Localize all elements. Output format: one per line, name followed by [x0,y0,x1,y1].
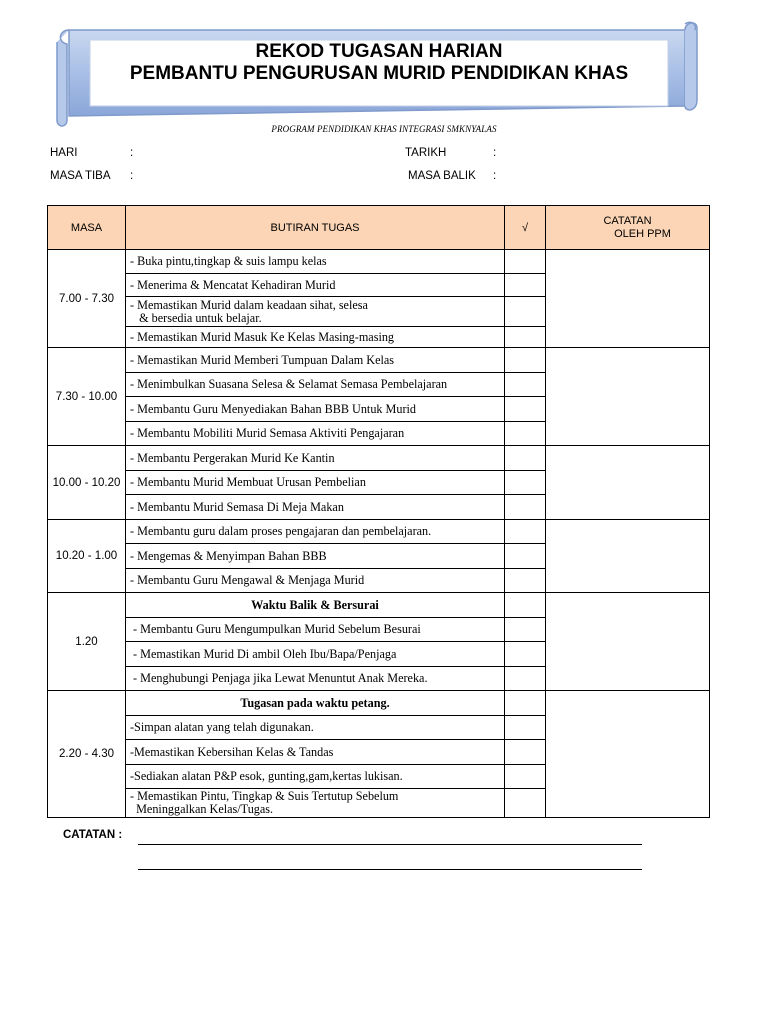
tarikh-label: TARIKH [405,147,447,159]
check-cell[interactable] [505,593,546,618]
check-cell[interactable] [505,667,546,691]
check-cell[interactable] [505,297,546,327]
check-cell[interactable] [505,373,546,397]
task-cell: - Membantu Guru Menyediakan Bahan BBB Untuk Murid [126,397,505,422]
task-cell: - Mengemas & Menyimpan Bahan BBB [126,544,505,569]
masa-balik-label: MASA BALIK [408,170,476,182]
check-cell[interactable] [505,789,546,818]
program-name: PROGRAM PENDIDIKAN KHAS INTEGRASI SMKNYALAS [271,124,497,134]
tarikh-colon: : [493,147,497,159]
header-butiran-tugas: BUTIRAN TUGAS [126,206,505,250]
check-cell[interactable] [505,520,546,544]
check-cell[interactable] [505,716,546,740]
header-catatan-line2: OLEH PPM [614,227,671,240]
masa-tiba-colon: : [130,170,134,182]
header-catatan-line1: CATATAN [603,214,652,227]
check-cell[interactable] [505,274,546,297]
table-header-row [48,206,710,250]
task-text: Meninggalkan Kelas/Tugas. [130,802,274,816]
task-cell: -Sediakan alatan P&P esok, gunting,gam,kertas lukisan. [126,765,505,789]
notes-label: CATATAN : [63,829,123,841]
task-cell: - Membantu Mobiliti Murid Semasa Aktiviti Pengajaran [126,422,505,446]
masa-tiba-label: MASA TIBA [50,170,111,182]
table-row [48,446,710,471]
table-row [48,348,710,373]
time-cell: 7.00 - 7.30 [48,250,126,348]
task-cell: - Memastikan Murid Masuk Ke Kelas Masing-masing [126,327,505,348]
task-cell: - Membantu Guru Mengawal & Menjaga Murid [126,569,505,593]
time-cell: 10.00 - 10.20 [48,446,126,520]
task-cell: - Memastikan Murid Di ambil Oleh Ibu/Bapa/Penjaga [126,642,505,667]
section-subheading: Waktu Balik & Bersurai [126,593,505,618]
hari-label: HARI [50,147,78,159]
time-cell: 10.20 - 1.00 [48,520,126,593]
masa-balik-colon: : [493,170,497,182]
section-subheading: Tugasan pada waktu petang. [126,691,505,716]
time-cell: 2.20 - 4.30 [48,691,126,818]
time-cell: 7.30 - 10.00 [48,348,126,446]
header-check: √ [505,206,546,250]
task-cell: - Menimbulkan Suasana Selesa & Selamat Semasa Pembelajaran [126,373,505,397]
title-line-2: PEMBANTU PENGURUSAN MURID PENDIDIKAN KHAS [129,63,629,84]
header-masa: MASA [48,206,126,250]
check-cell[interactable] [505,642,546,667]
check-cell[interactable] [505,544,546,569]
notes-line-1[interactable] [138,844,642,845]
check-cell[interactable] [505,691,546,716]
catatan-cell[interactable] [546,520,710,593]
header-catatan [546,206,710,250]
check-cell[interactable] [505,765,546,789]
catatan-cell[interactable] [546,446,710,520]
task-cell: - Membantu Pergerakan Murid Ke Kantin [126,446,505,471]
table-row [48,520,710,544]
task-cell: - Menghubungi Penjaga jika Lewat Menuntut Anak Mereka. [126,667,505,691]
catatan-cell[interactable] [546,348,710,446]
table-row [48,593,710,618]
task-cell: -Simpan alatan yang telah digunakan. [126,716,505,740]
time-cell: 1.20 [48,593,126,691]
notes-line-2[interactable] [138,869,642,870]
task-cell: - Memastikan Murid Memberi Tumpuan Dalam Kelas [126,348,505,373]
hari-colon: : [130,147,134,159]
task-text: & bersedia untuk belajar. [130,310,262,325]
check-cell[interactable] [505,422,546,446]
task-cell: - Membantu Guru Mengumpulkan Murid Sebelum Besurai [126,618,505,642]
task-text: - Memastikan Murid dalam keadaan sihat, selesa [130,297,368,312]
check-cell[interactable] [505,495,546,520]
task-cell: - Menerima & Mencatat Kehadiran Murid [126,274,505,297]
table-row [48,691,710,716]
check-cell[interactable] [505,471,546,495]
check-cell[interactable] [505,740,546,765]
check-cell[interactable] [505,446,546,471]
check-cell[interactable] [505,569,546,593]
task-cell: - Membantu Murid Semasa Di Meja Makan [126,495,505,520]
check-cell[interactable] [505,250,546,274]
task-cell: -Memastikan Kebersihan Kelas & Tandas [126,740,505,765]
check-cell[interactable] [505,327,546,348]
check-cell[interactable] [505,348,546,373]
check-cell[interactable] [505,397,546,422]
task-cell [126,297,505,327]
check-cell[interactable] [505,618,546,642]
catatan-cell[interactable] [546,691,710,818]
catatan-cell[interactable] [546,593,710,691]
task-text: - Memastikan Pintu, Tingkap & Suis Tertutup Sebelum [130,789,399,803]
table-row [48,250,710,274]
task-cell: - Membantu guru dalam proses pengajaran dan pembelajaran. [126,520,505,544]
task-record-table [47,205,710,818]
document-title [90,40,668,106]
task-cell: - Buka pintu,tingkap & suis lampu kelas [126,250,505,274]
title-line-1: REKOD TUGASAN HARIAN [255,41,503,62]
task-cell [126,789,505,818]
catatan-cell[interactable] [546,250,710,348]
task-cell: - Membantu Murid Membuat Urusan Pembelian [126,471,505,495]
